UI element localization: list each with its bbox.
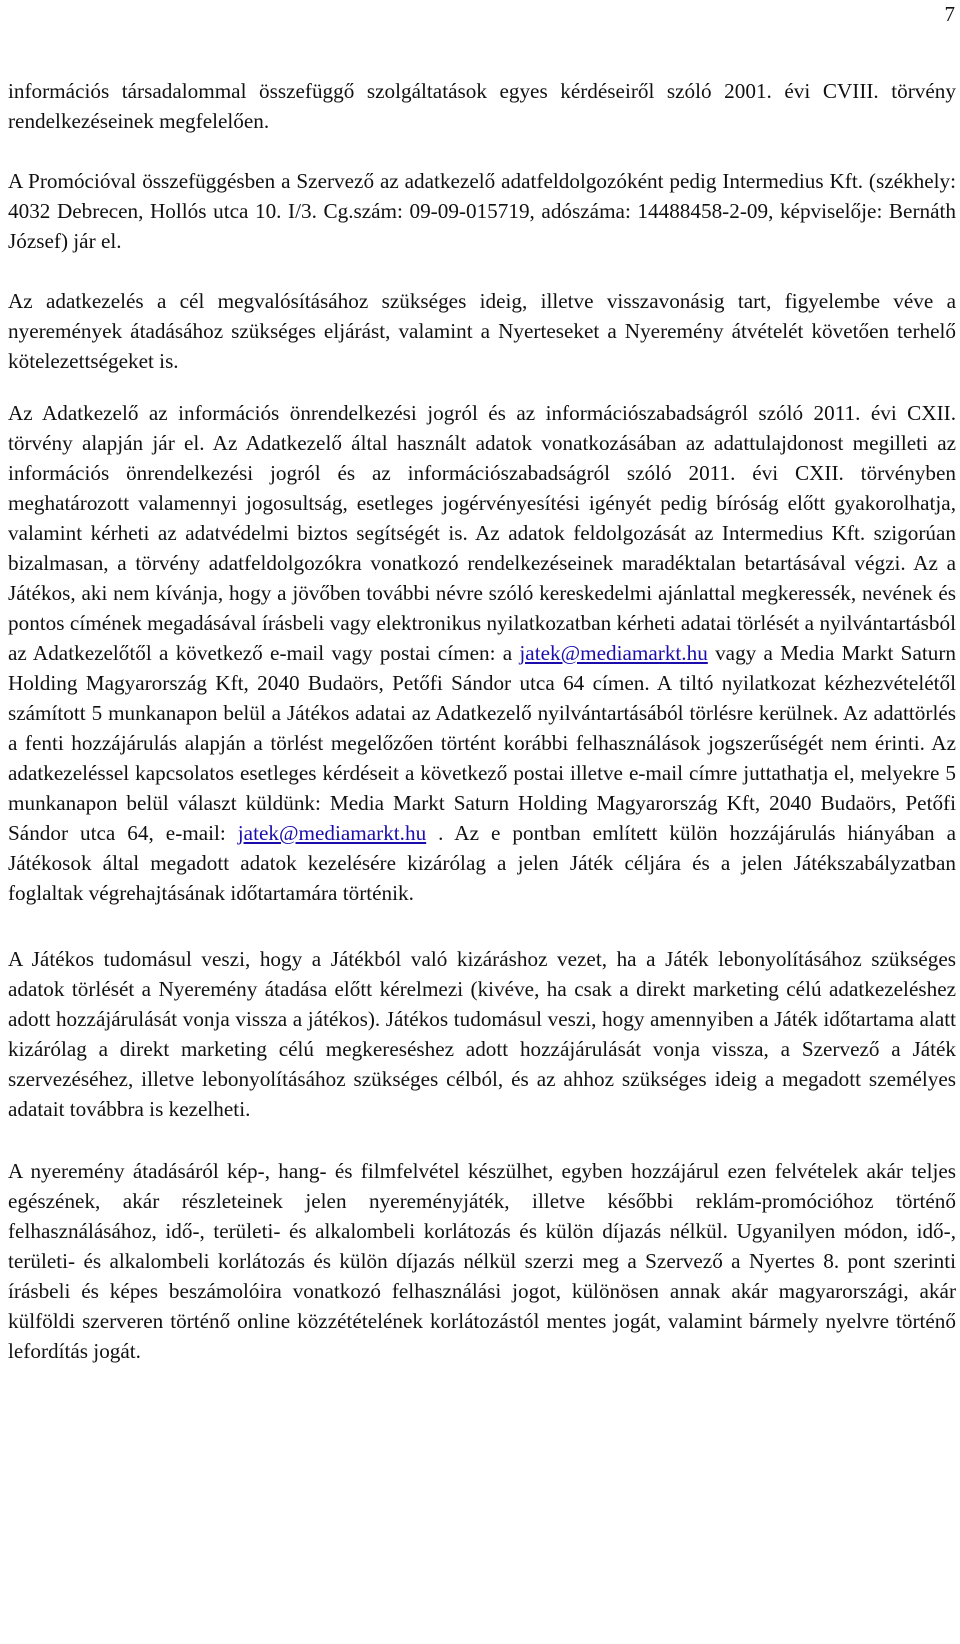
paragraph-data-rights-text-3: . Az e pontban említett külön hozzájárulás hiányában a Játékosok által megadott adatok kezelésére kizárólag a jelen Játék céljára és a jelen Játékszabályzatban foglaltak végrehajtásának időtartamára történik.: [8, 821, 956, 905]
paragraph-exclusion: A Játékos tudomásul veszi, hogy a Játékból való kizáráshoz vezet, ha a Játék lebonyolításához szükséges adatok törlését a Nyeremény átadása előtt kérelmezi (kivéve, ha csak a direkt marketing célú adatkezeléshez adott hozzájárulását vonja vissza a játékos). Játékos tudomásul veszi, hogy amennyiben a Játék időtartama alatt kizárólag a direkt marketing célú megkereséshez adott hozzájárulását vonja vissza, a Szervező a Játék szervezéséhez, illetve lebonyolításához szükséges célból, és az ahhoz szükséges ideig a megadott személyes adatait továbbra is kezelheti.: [8, 947, 956, 1121]
paragraph-data-rights-text-2: vagy a Media Markt Saturn Holding Magyarország Kft, 2040 Budaörs, Petőfi Sándor utca 64 címen. A tiltó nyilatkozat kézhezvételétől számított 5 munkanapon belül a Játékos adatai az Adatkezelő nyilvántartásából törlésre kerülnek. Az adattörlés a fenti hozzájárulás alapján a törlést megelőzően történt korábbi felhasználások jogszerűségét nem érinti. Az adatkezeléssel kapcsolatos esetleges kérdéseit a következő postai illetve e-mail címre juttathatja el, melyekre 5 munkanapon belül választ küldünk: Media Markt Saturn Holding Magyarország Kft, 2040 Budaörs, Petőfi Sándor utca 64, e-mail:: [8, 641, 956, 845]
page-number: 7: [944, 2, 955, 26]
email-link-second[interactable]: jatek@mediamarkt.hu: [237, 821, 427, 845]
paragraph-data-rights-text-1: Az Adatkezelő az információs önrendelkezési jogról és az információszabadságról szóló 2011. évi CXII. törvény alapján jár el. Az Adatkezelő által használt adatok vonatkozásában az adattulajdonost megilleti az információs önrendelkezési jogról és az információszabadságról szóló 2011. évi CXII. törvényben meghatározott valamennyi jogosultság, esetleges jogérvényesítési igényét pedig bíróság előtt gyakorolhatja, valamint kérheti az adatvédelmi biztos segítségét is. Az adatok feldolgozását az Intermedius Kft. szigorúan bizalmasan, a törvény adatfeldolgozókra vonatkozó rendelkezéseinek maradéktalan betartásával végzi. Az a Játékos, aki nem kívánja, hogy a jövőben további névre szóló kereskedelmi ajánlattal megkeressék, nevének és pontos címének megadásával írásbeli vagy elektronikus nyilatkozatban kérheti adatai törlését a nyilvántartásból az Adatkezelőtől a következő e-mail vagy postai címen: a: [8, 401, 956, 665]
paragraph-data-processor: A Promócióval összefüggésben a Szervező az adatkezelő adatfeldolgozóként pedig Intermedius Kft. (székhely: 4032 Debrecen, Hollós utca 10. I/3. Cg.szám: 09-09-015719, adószáma: 14488458-2-09, képviselője: Bernáth József) jár el.: [8, 169, 956, 253]
document-body: [8, 76, 956, 1366]
paragraph-retention-period: Az adatkezelés a cél megvalósításához szükséges ideig, illetve visszavonásig tart, figyelembe véve a nyeremények átadásához szükséges eljárást, valamint a Nyerteseket a Nyeremény átvételét követően terhelő kötelezettségeket is.: [8, 289, 956, 373]
paragraph-intro-continuation: információs társadalommal összefüggő szolgáltatások egyes kérdéseiről szóló 2001. évi CVIII. törvény rendelkezéseinek megfelelően.: [8, 79, 956, 133]
email-link-first[interactable]: jatek@mediamarkt.hu: [519, 641, 708, 665]
paragraph-media-rights: A nyeremény átadásáról kép-, hang- és filmfelvétel készülhet, egyben hozzájárul ezen felvételek akár teljes egészének, akár részleteinek jelen nyereményjáték, illetve későbbi reklám-promócióhoz történő felhasználásához, idő-, területi- és alkalombeli korlátozás és külön díjazás nélkül. Ugyanilyen módon, idő-, területi- és alkalombeli korlátozás és külön díjazás nélkül szerzi meg a Szervező a Nyertes 8. pont szerinti írásbeli és képes beszámolóira vonatkozó felhasználási jogot, különösen annak akár magyarországi, akár külföldi szerveren történő online közzétételének korlátozástól mentes jogát, valamint bármely nyelvre történő lefordítás jogát.: [8, 1159, 956, 1363]
paragraph-data-rights: [8, 398, 956, 908]
